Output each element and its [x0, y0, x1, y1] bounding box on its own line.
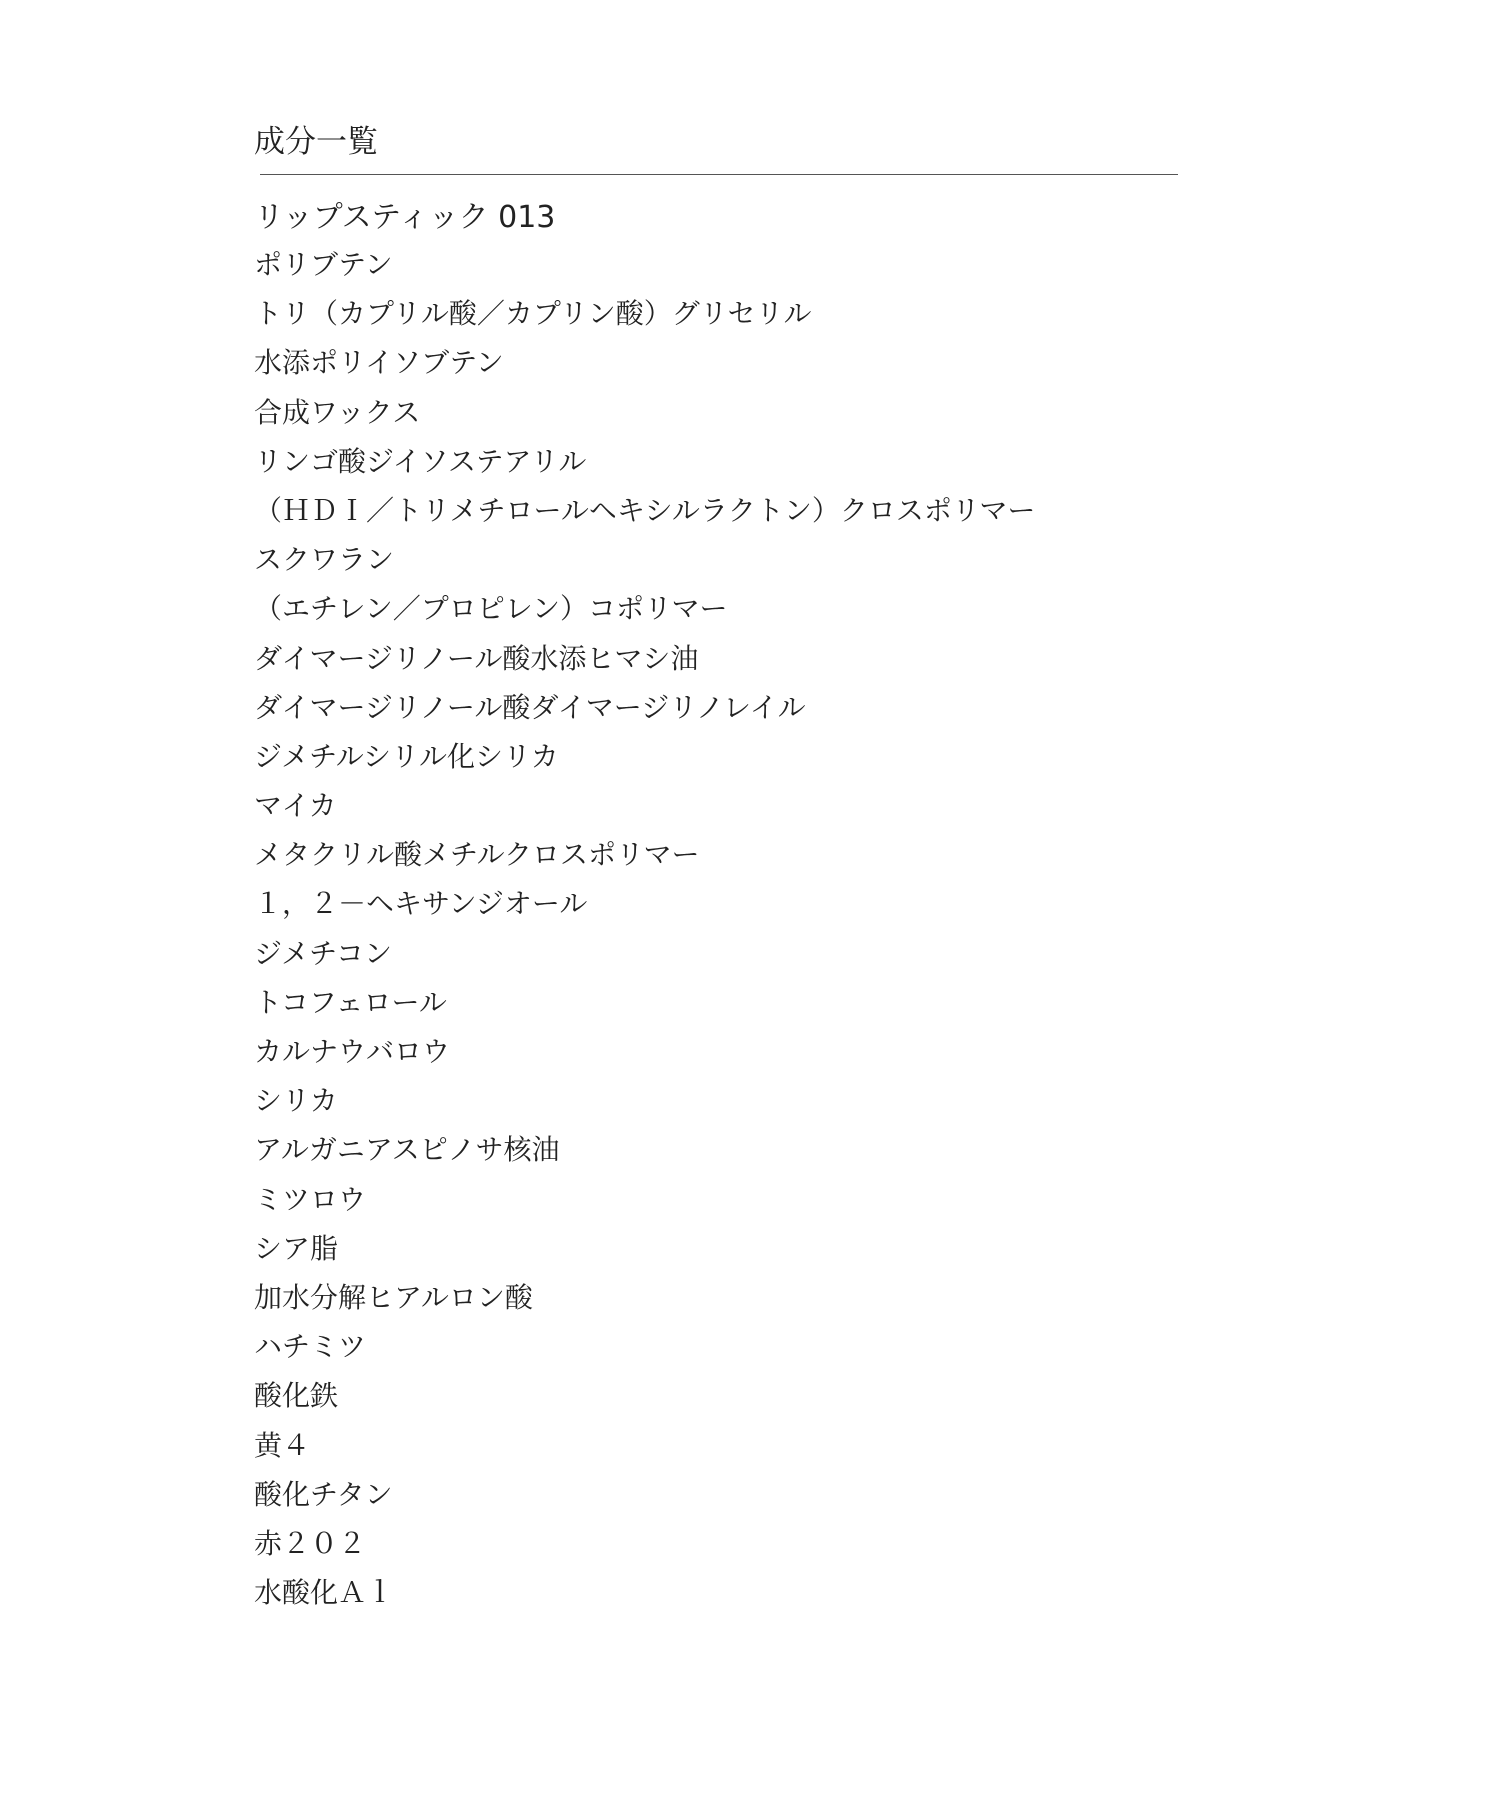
ingredient-item: リンゴ酸ジイソステアリル	[254, 444, 587, 478]
ingredient-item: 黄４	[254, 1428, 311, 1462]
ingredient-item: マイカ	[254, 789, 337, 823]
ingredient-item: 水添ポリイソブテン	[254, 346, 504, 380]
ingredient-item: メタクリル酸メチルクロスポリマー	[254, 838, 700, 872]
ingredient-item: 酸化チタン	[254, 1477, 393, 1511]
ingredient-item: アルガニアスピノサ核油	[254, 1133, 560, 1167]
ingredient-item: ジメチルシリル化シリカ	[254, 739, 559, 773]
ingredient-item: シア脂	[254, 1231, 339, 1265]
title-divider	[260, 174, 1178, 175]
ingredient-item: トコフェロール	[254, 985, 447, 1019]
ingredient-item: カルナウバロウ	[254, 1035, 451, 1068]
ingredient-item: シリカ	[254, 1084, 338, 1118]
ingredient-item: ジメチコン	[254, 936, 393, 970]
ingredient-item: ダイマージリノール酸ダイマージリノレイル	[254, 690, 806, 724]
ingredient-item: 加水分解ヒアルロン酸	[254, 1280, 533, 1314]
ingredient-item: 赤２０２	[254, 1526, 367, 1560]
ingredient-item: １，２－ヘキサンジオール	[254, 887, 588, 921]
product-name: リップスティック 013	[254, 200, 556, 235]
ingredient-item: トリ（カプリル酸／カプリン酸）グリセリル	[254, 297, 812, 331]
ingredient-item: 酸化鉄	[254, 1379, 339, 1413]
ingredient-item: ハチミツ	[254, 1330, 367, 1364]
ingredient-item: ミツロウ	[254, 1182, 367, 1216]
page-title: 成分一覧	[254, 124, 378, 160]
ingredient-item: （ＨＤＩ／トリメチロールヘキシルラクトン）クロスポリマー	[254, 493, 1036, 527]
ingredient-item: 合成ワックス	[254, 395, 421, 429]
ingredient-item: （エチレン／プロピレン）コポリマー	[254, 592, 728, 626]
ingredient-item: ポリブテン	[254, 248, 393, 281]
ingredient-item: スクワラン	[254, 543, 395, 577]
ingredient-item: ダイマージリノール酸水添ヒマシ油	[254, 641, 699, 675]
ingredient-list	[254, 240, 1035, 1617]
ingredient-item: 水酸化Ａｌ	[254, 1576, 395, 1610]
